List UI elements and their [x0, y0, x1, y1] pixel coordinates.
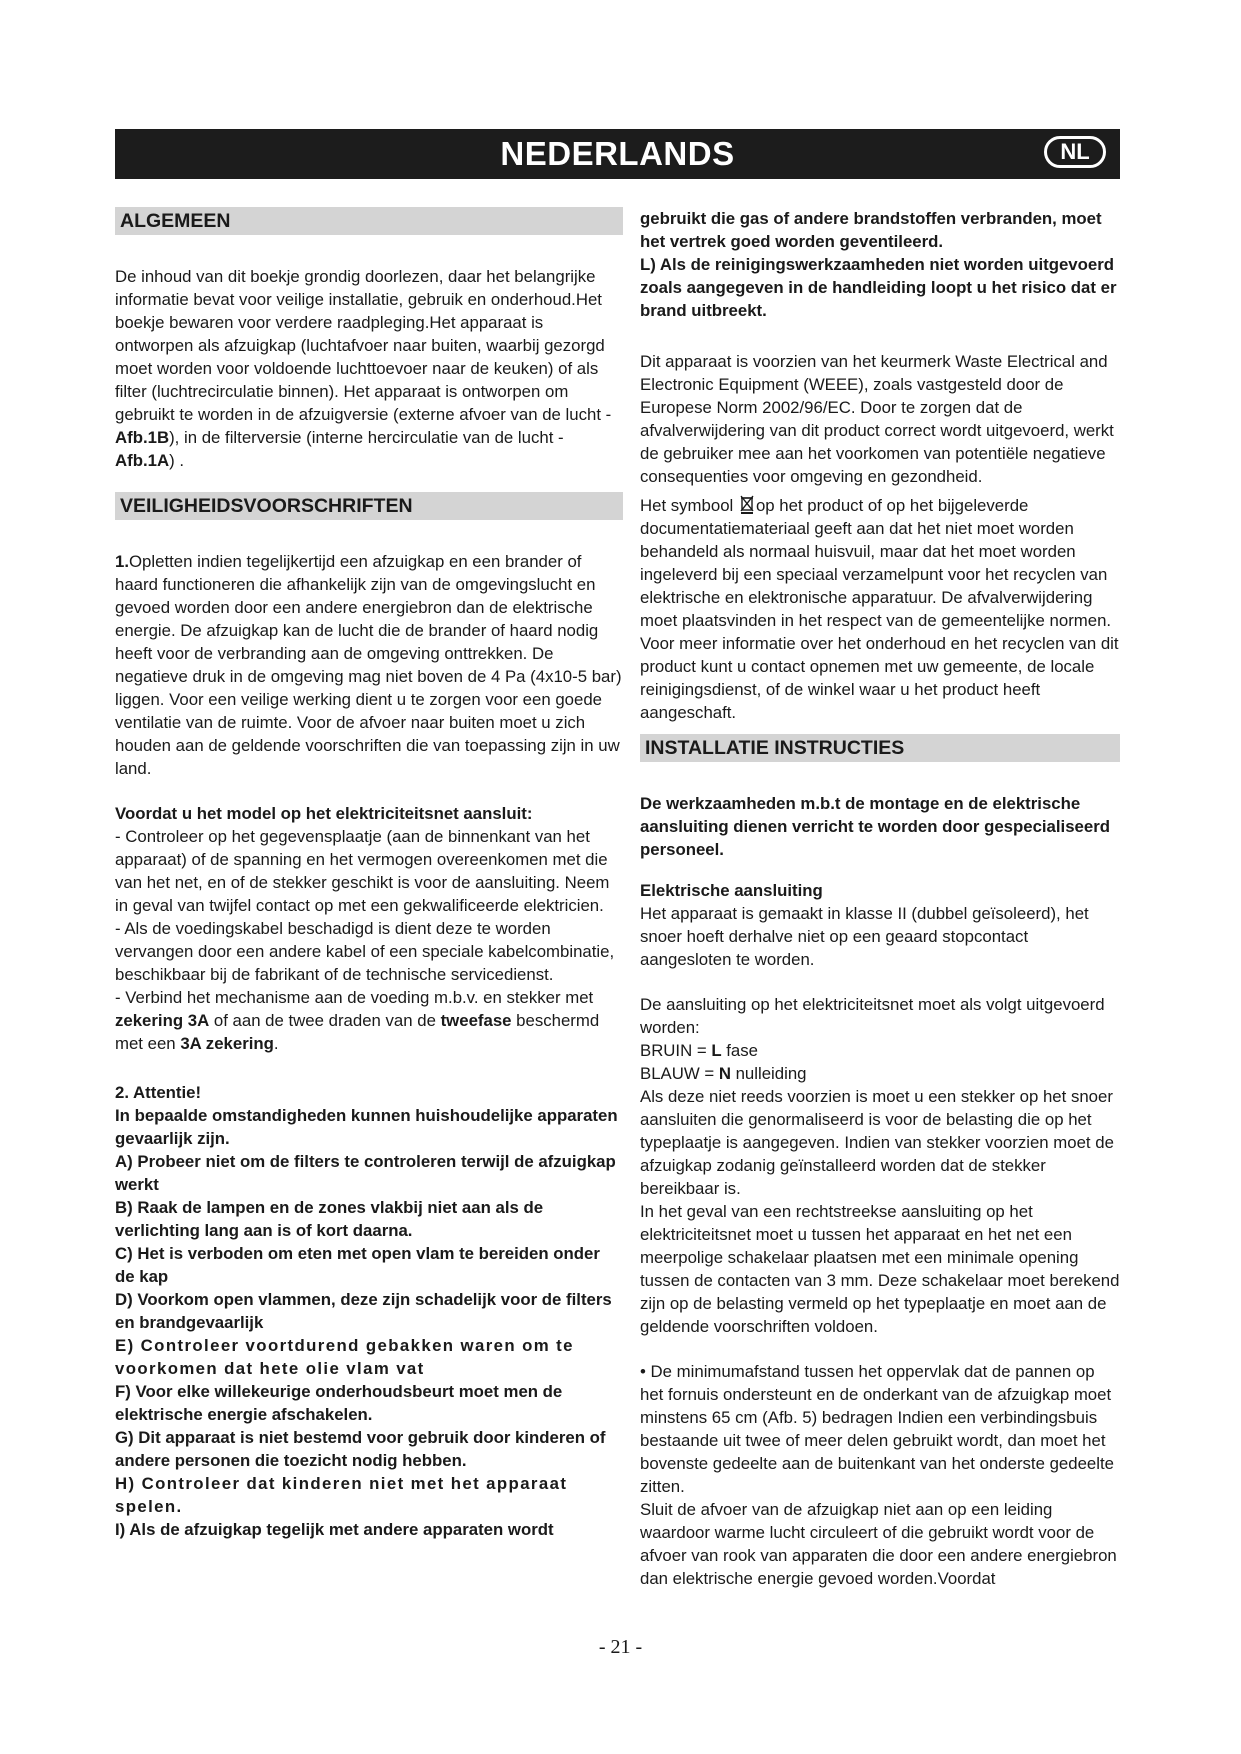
weee-symbol-text-b: op het product of op het bijgeleverde documentatiemateriaal geeft aan dat het niet moet worden behandeld als normaal huisvuil, maar dat het moet worden ingeleverd bij een speciaal verzamelpunt voor het recyclen van elektrische en elektronische apparatuur. De afvalverwijdering moet plaatsvinden in het respect van de gemeentelijke normen. Voor meer informatie over het onderhoud en het recyclen van dit product kunt u contact opnemen met uw gemeente, de locale reinigingsdienst, of de winkel waar u het product heeft aangeschaft. — [640, 496, 1119, 722]
weee-symbol-paragraph — [640, 494, 1120, 724]
figure-ref-1b: Afb.1B — [115, 428, 170, 447]
fuse-text-a: - Verbind het mechanisme aan de voeding m.b.v. en stekker met — [115, 988, 594, 1007]
install-bold-paragraph: De werkzaamheden m.b.t de montage en de elektrische aansluiting dienen verricht te worden door gespecialiseerd personeel. — [640, 794, 1110, 859]
attention-line: G) Dit apparaat is niet bestemd voor gebruik door kinderen of andere personen die toezicht nodig hebben. — [115, 1428, 606, 1470]
weee-symbol-text-a: Het symbool — [640, 496, 738, 515]
section-heading-veiligheid: VEILIGHEIDSVOORSCHRIFTEN — [115, 492, 623, 520]
language-banner — [115, 129, 1120, 179]
brown-label: BRUIN = — [640, 1041, 712, 1060]
attention-title: 2. Attentie! — [115, 1083, 202, 1102]
attention-line: H) Controleer dat kinderen niet met het apparaat spelen. — [115, 1474, 568, 1516]
page-number: - 21 - — [598, 1636, 643, 1658]
blue-wire — [640, 1062, 1120, 1085]
electric-connection-heading: Elektrische aansluiting — [640, 881, 823, 900]
continued-bold-text: gebruikt die gas of andere brandstoffen verbranden, moet het vertrek goed worden geventileerd. — [640, 209, 1102, 251]
fuse-text-b: zekering 3A — [115, 1011, 210, 1030]
left-column — [115, 207, 623, 1541]
exhaust-paragraph: Sluit de afvoer van de afzuigkap niet aan op een leiding waardoor warme lucht circuleert of die gebruikt wordt voor de afvoer van rook van apparaten die door een andere energiebron dan elektrische energie gevoed worden.Voordat — [640, 1500, 1117, 1588]
weee-bin-icon — [740, 495, 754, 514]
fuse-paragraph — [115, 986, 623, 1055]
connect-heading: Voordat u het model op het elektriciteitsnet aansluit: — [115, 804, 533, 823]
right-column — [640, 207, 1120, 1590]
figure-ref-1a: Afb.1A — [115, 451, 170, 470]
brown-wire — [640, 1039, 1120, 1062]
plug-paragraph: Als deze niet reeds voorzien is moet u een stekker op het snoer aansluiten die genormaliseerd is voor de belasting die op het typeplaatje is aangegeven. Indien van stekker voorzien moet de afzuigkap zodanig geïnstalleerd worden dat de stekker bereikbaar is. — [640, 1087, 1114, 1198]
fuse-text-g: . — [273, 1034, 279, 1053]
intro-paragraph — [115, 265, 623, 472]
item-number: 1. — [115, 552, 129, 571]
brown-desc: fase — [721, 1041, 758, 1060]
safety-item-l: L) Als de reinigingswerkzaamheden niet worden uitgevoerd zoals aangegeven in de handleiding loopt u het risico dat er brand uitbreekt. — [640, 255, 1117, 320]
direct-connection-paragraph: In het geval van een rechtstreekse aansluiting op het elektriciteitsnet moet u tussen het apparaat en het net een meerpolige schakelaar plaatsen met een minimale opening tussen de contacten van 3 mm. Deze schakelaar moet berekend zijn op de belasting vermeld op het typeplaatje en moet aan de geldende voorschriften voldoen. — [640, 1202, 1120, 1336]
fuse-text-f: 3A zekering — [180, 1034, 274, 1053]
language-title: NEDERLANDS — [500, 135, 735, 172]
section-heading-installatie: INSTALLATIE INSTRUCTIES — [640, 734, 1120, 762]
attention-line: F) Voor elke willekeurige onderhoudsbeurt moet men de elektrische energie afschakelen. — [115, 1382, 563, 1424]
intro-text-a: De inhoud van dit boekje grondig doorlezen, daar het belangrijke informatie bevat voor veilige installatie, gebruik en onderhoud.Het boekje bewaren voor verdere raadpleging.Het apparaat is ontworpen als afzuigkap (luchtafvoer naar buiten, waarbij gezorgd moet worden voor voldoende luchttoevoer naar de keuken) of als filter (luchtrecirculatie binnen). Het apparaat is ontworpen om gebruikt te worden in de afzuigversie (externe afvoer van de lucht - — [115, 267, 612, 424]
attention-line: I) Als de afzuigkap tegelijk met andere apparaten wordt — [115, 1520, 554, 1539]
blue-desc: nulleiding — [730, 1064, 807, 1083]
language-badge: NL — [1044, 136, 1106, 168]
safety-item-1-text: Opletten indien tegelijkertijd een afzuigkap en een brander of haard functioneren die afhankelijk zijn van de omgevingslucht en gevoed worden door een andere energiebron dan de elektrische energie. De afzuigkap kan de lucht die de brander of haard nodig heeft voor de verbranding aan de omgeving onttrekken. De negatieve druk in de omgeving mag niet boven de 4 Pa (4x10-5 bar) liggen. Voor een veilige werking dient u te zorgen voor een goede ventilatie van de ruimte. Voor de afvoer naar buiten moet u zich houden aan de geldende voorschriften die van toepassing zijn in uw land. — [115, 552, 622, 778]
brown-code: L — [711, 1041, 722, 1060]
blue-code: N — [718, 1064, 731, 1083]
weee-paragraph: Dit apparaat is voorzien van het keurmerk Waste Electrical and Electronic Equipment (WEEE), zoals vastgesteld door de Europese Norm 2002/96/EC. Door te zorgen dat de afvalverwijdering van dit product correct wordt uitgevoerd, werkt de gebruiker mee aan het voorkomen van potentiële negatieve consequenties voor omgeving en gezondheid. — [640, 352, 1114, 486]
blue-label: BLAUW = — [640, 1064, 719, 1083]
connection-intro: De aansluiting op het elektriciteitsnet moet als volgt uitgevoerd worden: — [640, 995, 1105, 1037]
safety-item-1 — [115, 550, 623, 780]
connect-check-paragraph: - Controleer op het gegevensplaatje (aan de binnenkant van het apparaat) of de spanning en het vermogen overeenkomen met die van het net, en of de stekker geschikt is voor de aansluiting. Neem in geval van twijfel contact op met een gekwalificeerde elektricien. — [115, 827, 610, 915]
attention-line: C) Het is verboden om eten met open vlam te bereiden onder de kap — [115, 1244, 600, 1286]
section-heading-algemeen: ALGEMEEN — [115, 207, 623, 235]
intro-text-c: ), in de filterversie (interne hercirculatie van de lucht - — [169, 428, 564, 447]
attention-line: D) Voorkom open vlammen, deze zijn schadelijk voor de filters en brandgevaarlijk — [115, 1290, 612, 1332]
intro-text-d: ) . — [169, 451, 184, 470]
attention-line: In bepaalde omstandigheden kunnen huishoudelijke apparaten gevaarlijk zijn. — [115, 1106, 618, 1148]
minimum-distance-paragraph: • De minimumafstand tussen het oppervlak dat de pannen op het fornuis ondersteunt en de onderkant van de afzuigkap moet minstens 65 cm (Afb. 5) bedragen Indien een verbindingsbuis bestaande uit twee of meer delen gebruikt wordt, dan moet het bovenste gedeelte aan de buitenkant van het onderste gedeelte zitten. — [640, 1362, 1114, 1496]
attention-line: B) Raak de lampen en de zones vlakbij niet aan als de verlichting lang aan is of kort daarna. — [115, 1198, 544, 1240]
attention-line: A) Probeer niet om de filters te controleren terwijl de afzuigkap werkt — [115, 1152, 616, 1194]
fuse-text-d: tweefase — [440, 1011, 512, 1030]
fuse-text-c: of aan de twee draden van de — [209, 1011, 441, 1030]
attention-line: E) Controleer voortdurend gebakken waren om te voorkomen dat hete olie vlam vat — [115, 1336, 574, 1378]
electric-connection-text: Het apparaat is gemaakt in klasse II (dubbel geïsoleerd), het snoer hoeft derhalve niet op een geaard stopcontact aangesloten te worden. — [640, 904, 1089, 969]
cable-paragraph: - Als de voedingskabel beschadigd is dient deze te worden vervangen door een andere kabel of een speciale kabelcombinatie, beschikbaar bij de fabrikant of de technische servicedienst. — [115, 919, 615, 984]
fuse-text-e: beschermd met een — [115, 1011, 600, 1053]
